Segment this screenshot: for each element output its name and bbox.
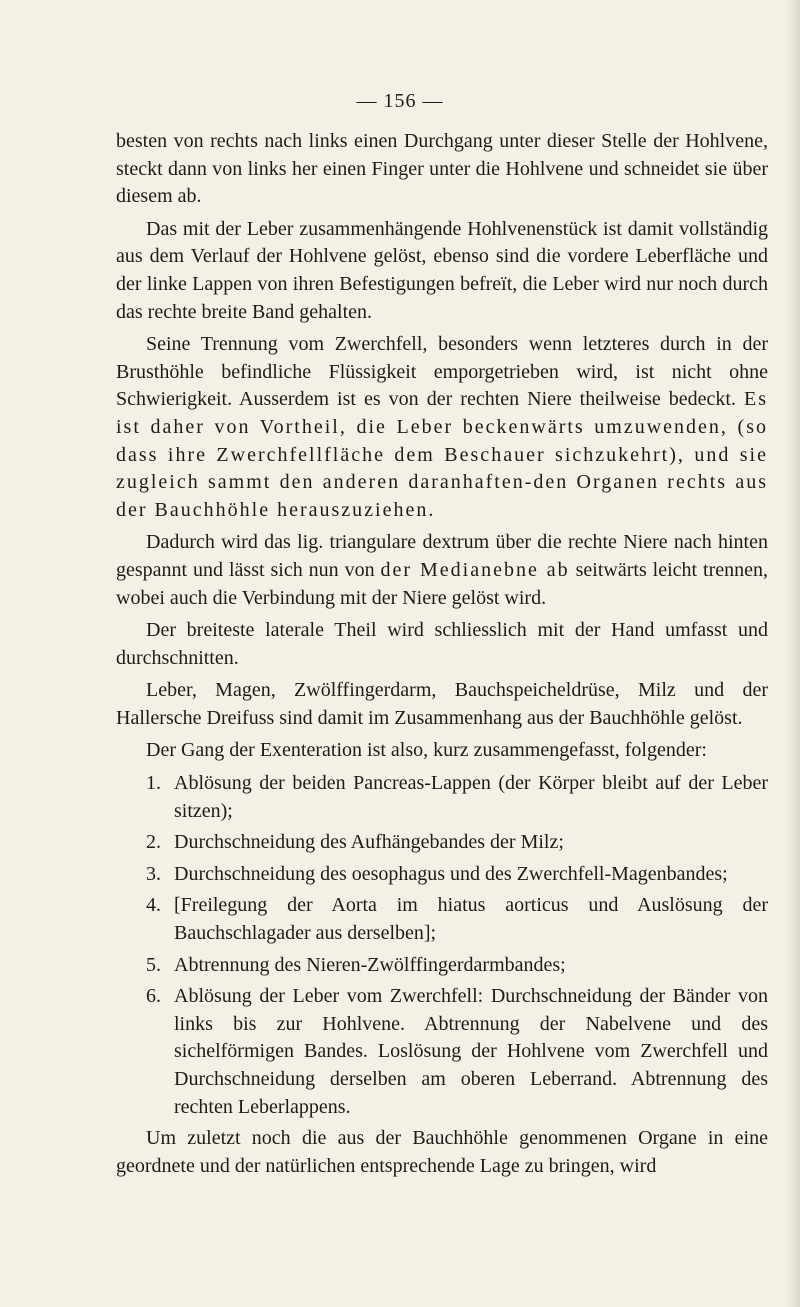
list-number: 4.: [146, 894, 161, 917]
paragraph: [116, 331, 768, 524]
list-text: Durchschneidung des Aufhängebandes der Milz;: [174, 831, 564, 854]
list-number: 3.: [146, 862, 161, 885]
list-item: [146, 829, 768, 857]
paragraph: [116, 529, 768, 612]
list-text: Durchschneidung des oesophagus und des Zwerchfell-Magenbandes;: [174, 862, 728, 885]
paragraph: Das mit der Leber zusammenhängende Hohlvenenstück ist damit vollständig aus dem Verlauf der Hohlvene gelöst, ebenso sind die vordere Leberfläche und der linke Lappen von ihren Befestigungen befreït, die Leber wird nur noch durch das rechte breite Band gehalten.: [116, 217, 768, 323]
list-number: 1.: [146, 772, 161, 795]
list-text: Ablösung der Leber vom Zwerchfell: Durchschneidung der Bänder von links bis zur Hohlvene. Abtrennung der Nabelvene und des sichelförmigen Bandes. Loslösung der Hohlvene vom Zwerchfell und Durchschneidung derselben am oberen Leberrand. Abtrennung des rechten Leberlappens.: [174, 985, 768, 1118]
list-number: 5.: [146, 953, 161, 976]
list-item: [146, 892, 768, 947]
paragraph-text-spaced: Es ist daher von Vortheil, die Leber beckenwärts umzuwenden, (so dass ihre Zwerchfellfläche dem Beschauer sichzukehrt), und sie zugleich sammt den anderen daranhaften-den Organen rechts aus der Bauchhöhle herauszuziehen.: [116, 388, 769, 521]
paragraph: Der breiteste laterale Theil wird schliesslich mit der Hand umfasst und durchschnitten.: [116, 619, 768, 669]
body-text: [116, 128, 768, 1185]
page-edge-shadow: [786, 0, 800, 1307]
list-item: [146, 983, 768, 1121]
list-number: 2.: [146, 831, 161, 854]
list-text: Abtrennung des Nieren-Zwölffingerdarmbandes;: [174, 953, 566, 976]
paragraph-text: Seine Trennung vom Zwerchfell, besonders wenn letzteres durch in der Brusthöhle befindliche Flüssigkeit emporgetrieben wird, ist nicht ohne Schwierigkeit. Ausserdem ist es von der rechten Niere theilweise bedeckt.: [116, 333, 768, 411]
paragraph: besten von rechts nach links einen Durchgang unter dieser Stelle der Hohlvene, steckt dann von links her einen Finger unter die Hohlvene und schneidet sie über diesem ab.: [116, 130, 768, 208]
list-item: [146, 861, 768, 889]
paragraph-text: Dadurch wird das lig. triangulare dextrum über die rechte Niere nach hinten gespannt und lässt sich nun von: [116, 531, 768, 581]
list-number: 6.: [146, 985, 161, 1008]
paragraph: Leber, Magen, Zwölffingerdarm, Bauchspeicheldrüse, Milz und der Hallersche Dreifuss sind damit im Zusammenhang aus der Bauchhöhle gelöst.: [116, 679, 768, 729]
list-text: [Freilegung der Aorta im hiatus aorticus und Auslösung der Bauchschlagader aus derselben];: [174, 894, 768, 945]
paragraph: Um zuletzt noch die aus der Bauchhöhle genommenen Organe in eine geordnete und der natürlichen entsprechende Lage zu bringen, wird: [116, 1127, 768, 1177]
paragraph: Der Gang der Exenteration ist also, kurz zusammengefasst, folgender:: [146, 739, 707, 762]
paragraph-text: seitwärts leicht trennen, wobei auch die Verbindung mit der Niere gelöst wird.: [116, 558, 769, 609]
list-text: Ablösung der beiden Pancreas-Lappen (der Körper bleibt auf der Leber sitzen);: [174, 772, 768, 822]
list-item: [146, 952, 768, 980]
page-number: — 156 —: [356, 90, 444, 112]
paragraph-text-spaced: der Medianebne ab: [380, 558, 570, 581]
list-item: [146, 770, 768, 825]
